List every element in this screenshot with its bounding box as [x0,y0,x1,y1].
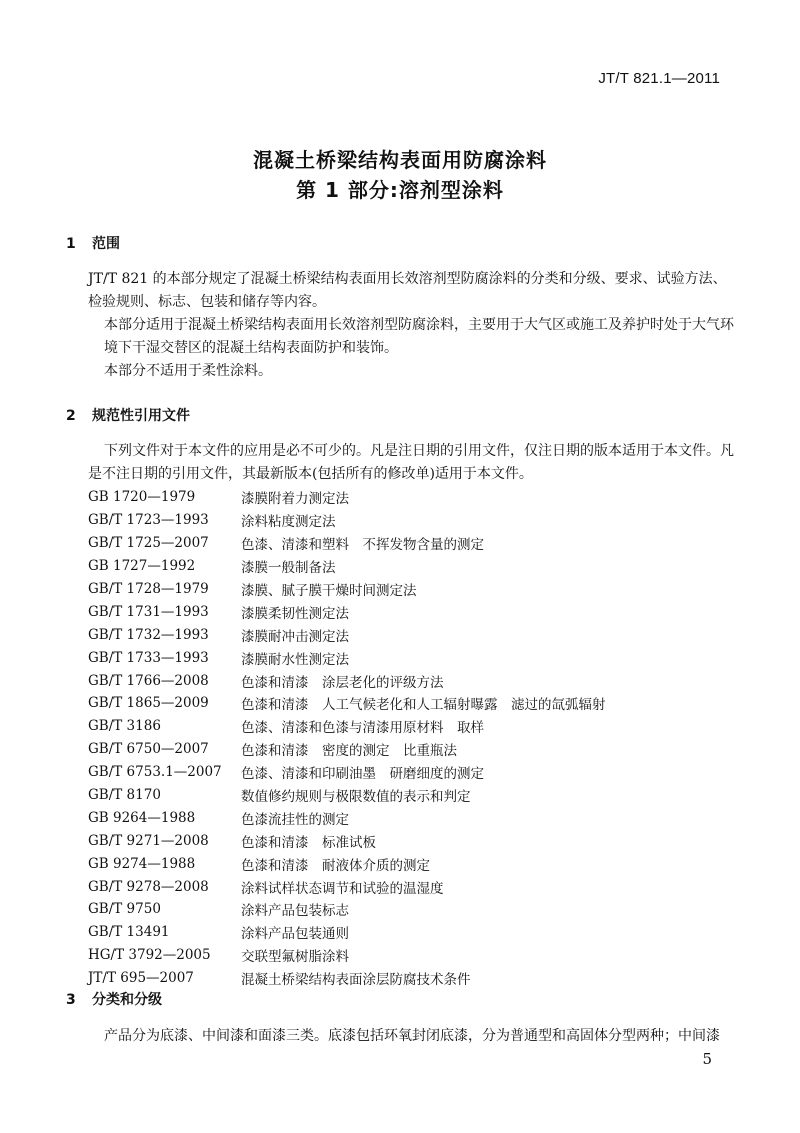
reference-code: GB/T 3186 [88,718,161,735]
section-2-title: 规范性引用文件 [92,408,190,424]
reference-code: GB 9264—1988 [88,809,196,826]
section-2-heading [66,405,190,425]
reference-item [88,806,606,829]
standard-code: JT/T 821.1—2011 [598,70,720,87]
reference-title: 漆膜一般制备法 [241,560,336,577]
reference-item [88,784,606,807]
reference-title: 漆膜柔韧性测定法 [241,605,349,622]
reference-item [88,646,606,669]
section-3-heading [66,989,162,1009]
reference-code: GB/T 1766—2008 [88,672,209,689]
document-title: 混凝土桥梁结构表面用防腐涂料 [253,148,547,172]
reference-code: GB 1727—1992 [88,558,196,575]
reference-code: GB/T 8170 [88,787,161,804]
reference-title: 色漆和清漆 涂层老化的评级方法 [241,674,444,691]
reference-item [88,738,606,761]
reference-item [88,875,606,898]
reference-title: 漆膜、腻子膜干燥时间测定法 [241,583,417,599]
reference-code: GB/T 6750—2007 [88,741,209,758]
reference-title: 涂料产品包装标志 [241,903,349,920]
section-2-intro: 下列文件对于本文件的应用是必不可少的。凡是注日期的引用文件，仅注日期的版本适用于本文件。凡是不注日期的引用文件，其最新版本(包括所有的修改单)适用于本文件。 [88,443,734,482]
section-3-number: 3 [66,992,76,1008]
reference-item [88,669,606,692]
reference-code: GB 9274—1988 [88,855,196,872]
reference-item [88,486,606,509]
reference-code: GB/T 13491 [88,924,170,941]
reference-title: 漆膜耐冲击测定法 [241,628,349,645]
reference-code: GB/T 1731—1993 [88,603,209,620]
reference-item [88,600,606,623]
reference-title: 色漆流挂性的测定 [241,811,349,828]
reference-item [88,532,606,555]
section-1-paragraph: 本部分不适用于柔性涂料。 [104,363,272,379]
section-1-paragraph: 本部分适用于混凝土桥梁结构表面用长效溶剂型防腐涂料，主要用于大气区或施工及养护时处于大气环境下干湿交替区的混凝土结构表面防护和装饰。 [104,317,734,356]
reference-title: 交联型氟树脂涂料 [241,949,349,966]
page-number: 5 [702,1050,712,1068]
reference-title: 色漆、清漆和色漆与清漆用原材料 取样 [241,720,484,737]
section-1-heading [66,233,120,253]
reference-code: GB/T 9750 [88,901,161,918]
reference-item [88,921,606,944]
reference-title: 混凝土桥梁结构表面涂层防腐技术条件 [241,972,471,989]
reference-title: 色漆和清漆 标准试板 [241,834,376,851]
reference-item [88,578,606,601]
normative-reference-list [88,486,606,990]
reference-title: 色漆、清漆和印刷油墨 研磨细度的测定 [241,766,484,783]
reference-code: GB/T 1732—1993 [88,626,209,643]
reference-item [88,967,606,990]
reference-title: 涂料粘度测定法 [241,514,336,531]
reference-code: JT/T 695—2007 [88,970,194,987]
reference-item [88,898,606,921]
reference-code: GB/T 6753.1—2007 [88,764,222,781]
reference-title: 漆膜耐水性测定法 [241,651,349,668]
reference-code: GB/T 1725—2007 [88,535,209,552]
reference-code: GB/T 9278—2008 [88,878,209,895]
reference-item [88,715,606,738]
reference-code: GB 1720—1979 [88,489,196,506]
section-1-title: 范围 [92,236,120,252]
reference-title: 数值修约规则与极限数值的表示和判定 [241,789,471,806]
section-1-paragraph: JT/T 821 的本部分规定了混凝土桥梁结构表面用长效溶剂型防腐涂料的分类和分级、要求、试验方法、检验规则、标志、包装和储存等内容。 [88,271,727,310]
document-subtitle: 第 1 部分:溶剂型涂料 [296,178,504,202]
reference-title: 漆膜附着力测定法 [241,491,349,508]
reference-item [88,852,606,875]
reference-item [88,761,606,784]
reference-item [88,509,606,532]
reference-title: 色漆、清漆和塑料 不挥发物含量的测定 [241,537,484,554]
reference-title: 涂料试样状态调节和试验的温湿度 [241,880,444,897]
reference-code: GB/T 1728—1979 [88,581,209,597]
reference-title: 涂料产品包装通则 [241,926,349,943]
reference-code: GB/T 1733—1993 [88,649,209,666]
reference-title: 色漆和清漆 耐液体介质的测定 [241,857,430,874]
reference-item [88,944,606,967]
section-1-number: 1 [66,236,76,252]
reference-code: HG/T 3792—2005 [88,947,211,964]
reference-item [88,623,606,646]
section-2-number: 2 [66,408,76,424]
reference-item [88,829,606,852]
section-3-title: 分类和分级 [92,992,162,1008]
reference-title: 色漆和清漆 人工气候老化和人工辐射曝露 滤过的氙弧辐射 [241,697,606,714]
section-3-paragraph: 产品分为底漆、中间漆和面漆三类。底漆包括环氧封闭底漆，分为普通型和高固体分型两种；中间漆 [104,1028,720,1044]
reference-code: GB/T 9271—2008 [88,832,209,849]
reference-code: GB/T 1865—2009 [88,695,209,712]
reference-item [88,692,606,715]
reference-item [88,555,606,578]
reference-title: 色漆和清漆 密度的测定 比重瓶法 [241,743,457,760]
reference-code: GB/T 1723—1993 [88,512,209,529]
